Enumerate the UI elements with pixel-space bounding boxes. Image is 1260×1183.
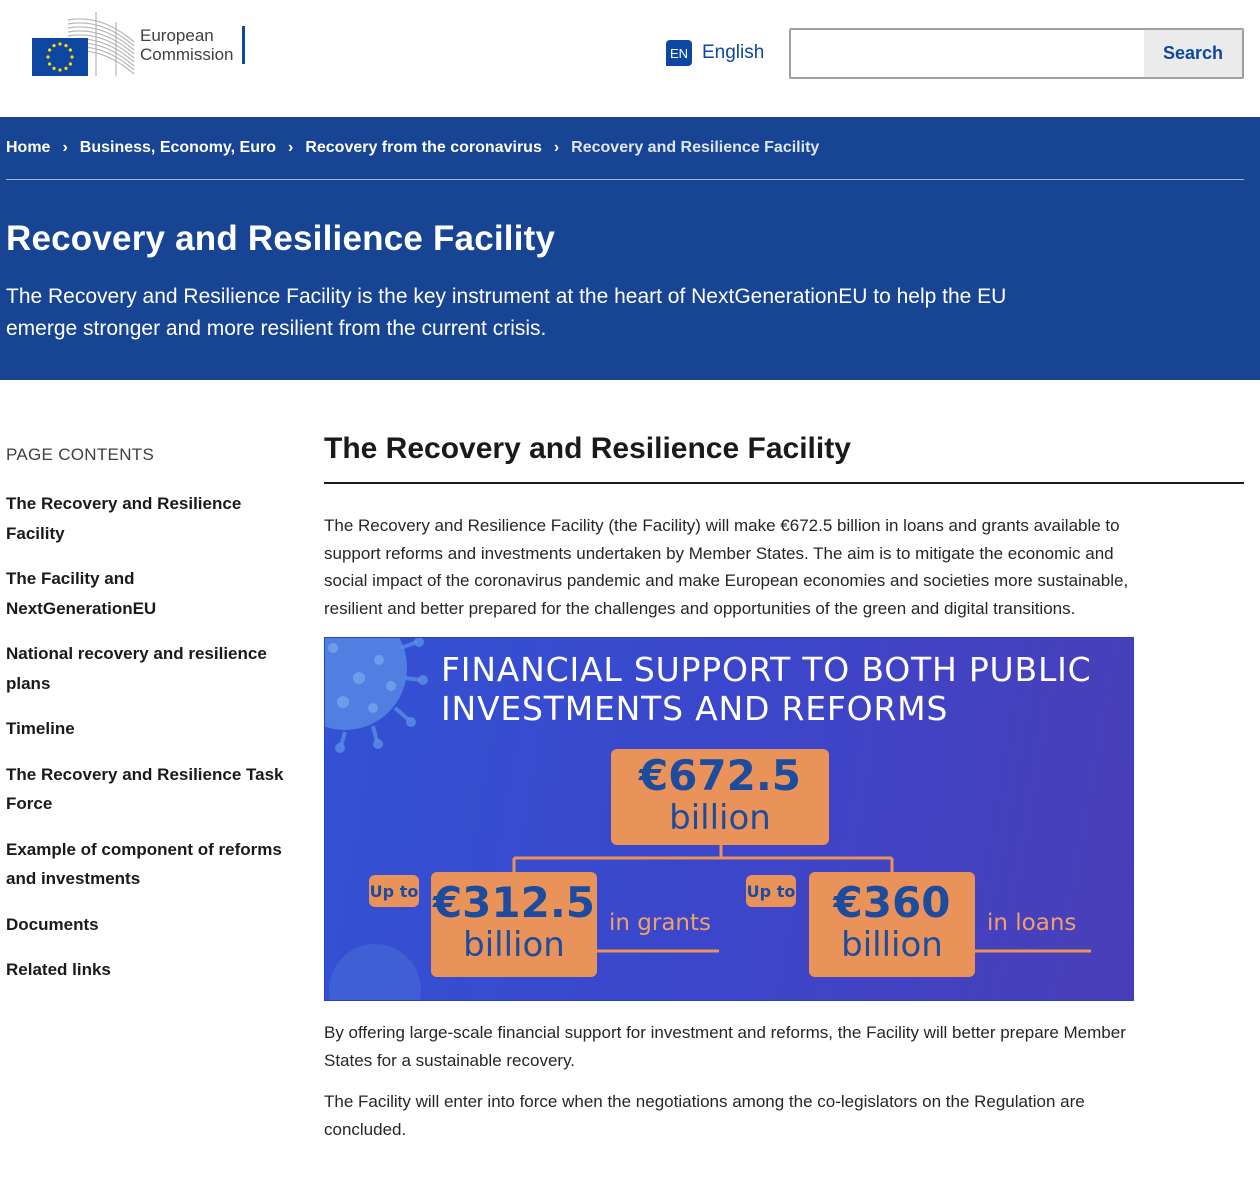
toc-item-task-force[interactable]: The Recovery and Resilience Task Force bbox=[6, 764, 284, 813]
logo-text bbox=[140, 26, 245, 64]
loans-amount: €360 bbox=[833, 878, 951, 927]
chevron-right-icon: › bbox=[62, 139, 68, 156]
page-header-band bbox=[0, 117, 1260, 380]
loans-amount-box bbox=[809, 872, 975, 977]
infographic-title-line-1: FINANCIAL SUPPORT TO BOTH PUBLIC bbox=[441, 650, 1092, 689]
page-lead: The Recovery and Resilience Facility is the key instrument at the heart of NextGenerationEU to help the EU emerge stronger and more resilient from the current crisis. bbox=[6, 285, 1007, 340]
grants-amount: €312.5 bbox=[432, 878, 596, 927]
logo-graphic bbox=[6, 12, 134, 78]
total-amount: €672.5 bbox=[638, 751, 802, 800]
language-speech-bubble-icon bbox=[666, 40, 692, 66]
search-button[interactable]: Search bbox=[1144, 30, 1242, 77]
loans-unit: billion bbox=[841, 925, 943, 965]
language-label: English bbox=[702, 42, 765, 63]
loans-upto-badge: Up to bbox=[746, 875, 796, 907]
eu-flag-icon bbox=[32, 38, 88, 76]
grants-unit: billion bbox=[463, 925, 565, 965]
toc-item-national-plans[interactable]: National recovery and resilience plans bbox=[6, 644, 267, 693]
grants-upto-badge: Up to bbox=[369, 875, 419, 907]
toc-item-documents[interactable]: Documents bbox=[6, 914, 99, 934]
breadcrumb-recovery-coronavirus[interactable]: Recovery from the coronavirus bbox=[305, 139, 542, 156]
grants-label: in grants bbox=[609, 910, 712, 936]
language-selector[interactable] bbox=[666, 40, 764, 66]
total-amount-box bbox=[611, 749, 829, 845]
breadcrumb-divider bbox=[6, 179, 1244, 180]
site-header bbox=[0, 0, 1260, 117]
logo-line-1: European bbox=[140, 26, 214, 45]
main-content bbox=[324, 432, 1244, 1143]
chevron-right-icon: › bbox=[553, 139, 560, 156]
toc-item-timeline[interactable]: Timeline bbox=[6, 719, 75, 738]
chevron-right-icon: › bbox=[287, 139, 294, 156]
breadcrumb bbox=[6, 139, 819, 157]
entry-into-force-paragraph: The Facility will enter into force when the negotiations among the co-legislators on the Regulation are concluded. bbox=[324, 1092, 1085, 1139]
page-contents-sidebar bbox=[6, 445, 286, 1001]
infographic-title-line-2: INVESTMENTS AND REFORMS bbox=[441, 689, 949, 728]
toc-item-example-component[interactable]: Example of component of reforms and investments bbox=[6, 839, 282, 888]
loans-label: in loans bbox=[987, 910, 1077, 936]
toc-item-facility-nextgeneu[interactable]: The Facility and NextGenerationEU bbox=[6, 569, 157, 618]
breadcrumb-current: Recovery and Resilience Facility bbox=[571, 139, 820, 156]
search-input[interactable] bbox=[791, 30, 1144, 77]
financial-support-infographic bbox=[324, 637, 1134, 1001]
toc-item-related-links[interactable]: Related links bbox=[6, 960, 111, 979]
grants-amount-box bbox=[431, 872, 597, 977]
page-contents-heading: PAGE CONTENTS bbox=[6, 445, 155, 464]
search-form bbox=[789, 28, 1244, 79]
page-title: Recovery and Resilience Facility bbox=[6, 219, 556, 258]
section-title: The Recovery and Resilience Facility bbox=[324, 432, 1244, 484]
logo-line-2: Commission bbox=[140, 45, 234, 64]
language-code: EN bbox=[669, 45, 689, 61]
toc-item-recovery-facility[interactable]: The Recovery and Resilience Facility bbox=[6, 494, 242, 543]
infographic-title bbox=[441, 650, 1092, 728]
intro-paragraph: The Recovery and Resilience Facility (the Facility) will make €672.5 billion in loans and grants available to support reforms and investments undertaken by Member States. The aim is to mitigate the economic and social impact of the coronavirus pandemic and make European economies and societies more sustainable, resilient and better prepared for the challenges and opportunities of the green and digital transitions. bbox=[324, 516, 1129, 618]
european-commission-logo[interactable] bbox=[6, 12, 256, 78]
support-paragraph: By offering large-scale financial support for investment and reforms, the Facility will better prepare Member States for a sustainable recovery. bbox=[324, 1023, 1126, 1070]
breadcrumb-home[interactable]: Home bbox=[6, 139, 51, 156]
breadcrumb-business-economy-euro[interactable]: Business, Economy, Euro bbox=[79, 139, 276, 156]
total-unit: billion bbox=[669, 798, 771, 838]
